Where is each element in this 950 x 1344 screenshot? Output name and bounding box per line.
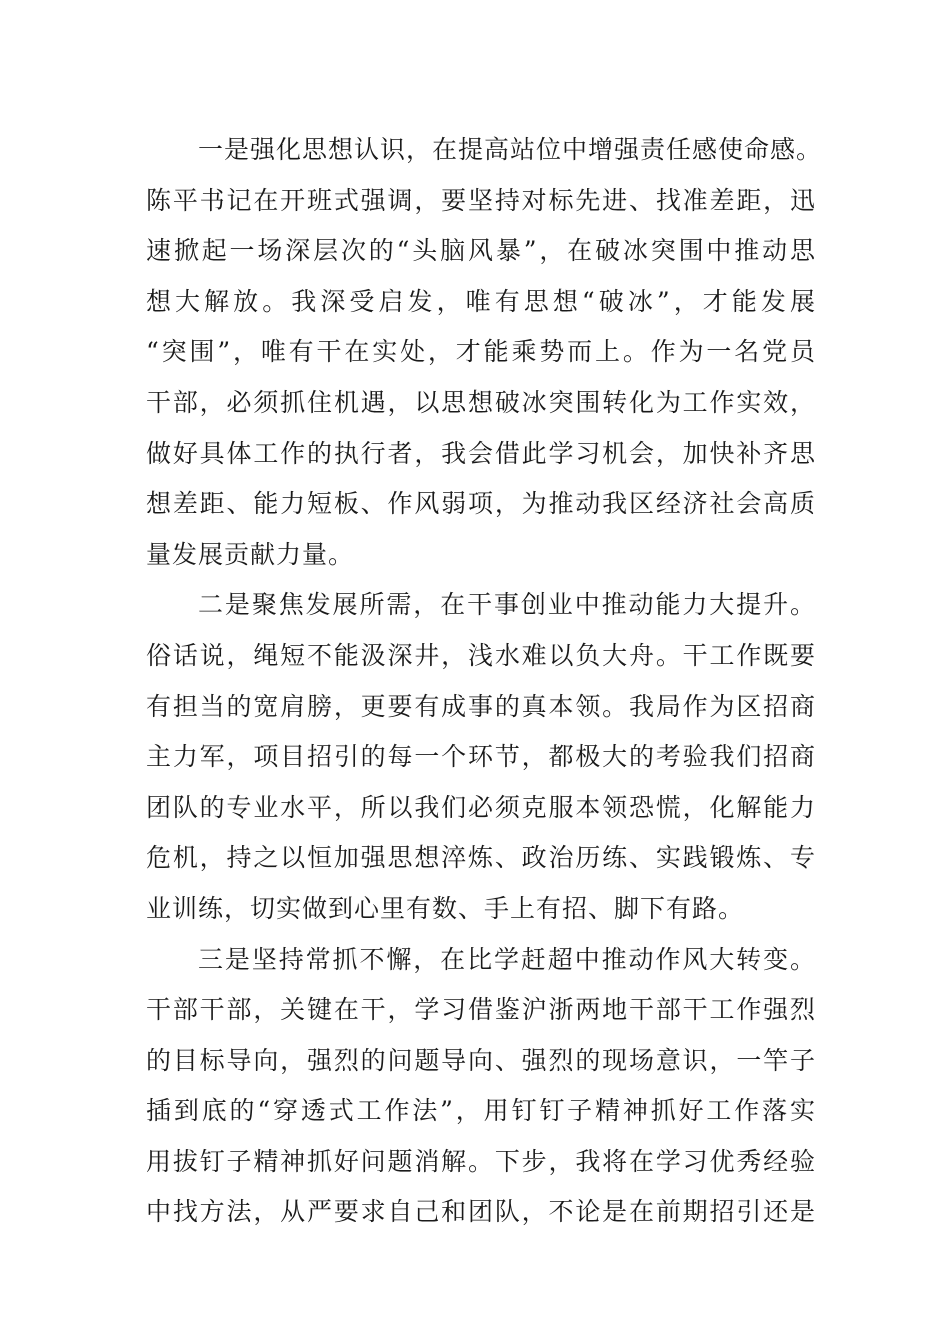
text-line: 想大解放。我深受启发，唯有思想“破冰”，才能发展: [146, 286, 816, 316]
text-line: 量发展贡献力量。: [146, 539, 355, 569]
text-line: 俗话说，绳短不能汲深井，浅水难以负大舟。干工作既要: [146, 640, 816, 670]
text-line: 业训练，切实做到心里有数、手上有招、脚下有路。: [146, 893, 745, 923]
text-line: 的目标导向，强烈的问题导向、强烈的现场意识，一竿子: [146, 1045, 816, 1075]
text-line: 主力军，项目招引的每一个环节，都极大的考验我们招商: [146, 742, 816, 772]
text-line: 干部，必须抓住机遇，以思想破冰突围转化为工作实效，: [146, 387, 816, 417]
text-line: 团队的专业水平，所以我们必须克服本领恐慌，化解能力: [146, 792, 816, 822]
text-line: 速掀起一场深层次的“头脑风暴”，在破冰突围中推动思: [146, 236, 816, 266]
text-line: 想差距、能力短板、作风弱项，为推动我区经济社会高质: [146, 489, 816, 519]
text-line: 有担当的宽肩膀，更要有成事的真本领。我局作为区招商: [146, 691, 816, 721]
paragraph-first-line: 三是坚持常抓不懈，在比学赶超中推动作风大转变。: [198, 944, 816, 974]
text-line: 用拔钉子精神抓好问题消解。下步，我将在学习优秀经验: [146, 1146, 816, 1176]
text-line: 陈平书记在开班式强调，要坚持对标先进、找准差距，迅: [146, 185, 816, 215]
paragraph-first-line: 一是强化思想认识，在提高站位中增强责任感使命感。: [198, 135, 823, 164]
text-line: 危机，持之以恒加强思想淬炼、政治历练、实践锻炼、专: [146, 843, 816, 873]
text-line: 中找方法，从严要求自己和团队，不论是在前期招引还是: [146, 1197, 816, 1227]
text-line: 做好具体工作的执行者，我会借此学习机会，加快补齐思: [146, 438, 816, 468]
text-line: 干部干部，关键在干，学习借鉴沪浙两地干部干工作强烈: [146, 995, 816, 1025]
paragraph-first-line: 二是聚焦发展所需，在干事创业中推动能力大提升。: [198, 590, 816, 620]
text-line: “突围”，唯有干在实处，才能乘势而上。作为一名党员: [146, 337, 816, 367]
document-body: [146, 125, 823, 1238]
text-line: 插到底的“穿透式工作法”，用钉钉子精神抓好工作落实: [146, 1096, 816, 1126]
